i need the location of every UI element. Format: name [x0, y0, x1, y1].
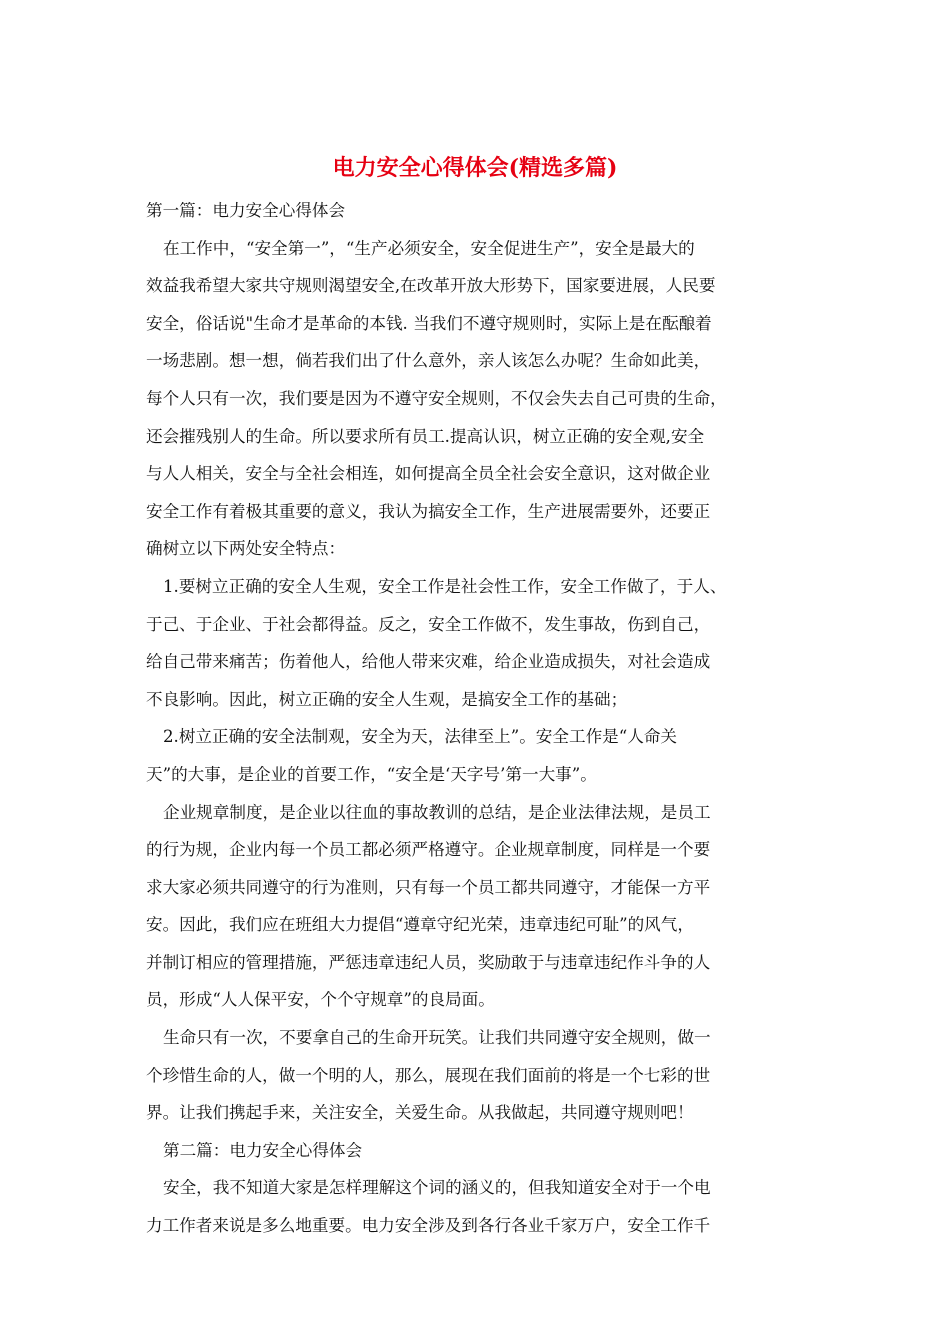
document-title: 电力安全心得体会(精选多篇) — [332, 155, 618, 181]
text-line: 安全，我不知道大家是怎样理解这个词的涵义的，但我知道安全对于一个电 — [163, 1178, 711, 1198]
document-body — [146, 192, 806, 1245]
text-line: 第一篇：电力安全心得体会 — [146, 201, 346, 220]
text-line: 界。让我们携起手来，关注安全，关爱生命。从我做起，共同遵守规则吧！ — [146, 1103, 694, 1123]
text-line: 与人人相关，安全与全社会相连，如何提高全员全社会安全意识，这对做企业 — [146, 464, 711, 484]
text-line: 2.树立正确的安全法制观，安全为天，法律至上”。安全工作是“人命关 — [163, 727, 678, 747]
text-line: 给自己带来痛苦；伤着他人，给他人带来灾难，给企业造成损失，对社会造成 — [146, 652, 711, 672]
text-line: 个珍惜生命的人，做一个明的人，那么，展现在我们面前的将是一个七彩的世 — [146, 1065, 711, 1085]
text-line: 生命只有一次，不要拿自己的生命开玩笑。让我们共同遵守安全规则，做一 — [163, 1028, 711, 1048]
text-line: 还会摧残别人的生命。所以要求所有员工.提高认识，树立正确的安全观,安全 — [146, 426, 705, 446]
text-line: 一场悲剧。想一想，倘若我们出了什么意外，亲人该怎么办呢？生命如此美， — [146, 351, 711, 371]
text-line: 在工作中，“安全第一”，“生产必须安全，安全促进生产”，安全是最大的 — [163, 238, 695, 258]
text-line: 天”的大事，是企业的首要工作，“安全是‘天字号’第一大事”。 — [146, 764, 597, 784]
text-line: 1.要树立正确的安全人生观，安全工作是社会性工作，安全工作做了，于人、 — [163, 576, 727, 596]
text-line: 于己、于企业、于社会都得益。反之，安全工作做不，发生事故，伤到自己， — [146, 614, 711, 634]
text-line: 的行为规，企业内每一个员工都必须严格遵守。企业规章制度，同样是一个要 — [146, 840, 711, 860]
text-line: 求大家必须共同遵守的行为准则，只有每一个员工都共同遵守，才能保一方平 — [146, 877, 711, 897]
text-line: 效益我希望大家共守规则渴望安全,在改革开放大形势下，国家要进展，人民要 — [146, 276, 716, 296]
text-line: 第二篇：电力安全心得体会 — [163, 1140, 363, 1160]
text-line: 力工作者来说是多么地重要。电力安全涉及到各行各业千家万户，安全工作千 — [146, 1216, 711, 1236]
text-line: 员，形成“人人保平安，个个守规章”的良局面。 — [146, 990, 495, 1010]
text-line: 并制订相应的管理措施，严惩违章违纪人员，奖励敢于与违章违纪作斗争的人 — [146, 952, 711, 972]
text-line: 安全工作有着极其重要的意义，我认为搞安全工作，生产进展需要外，还要正 — [146, 501, 711, 521]
text-line: 确树立以下两处安全特点： — [146, 539, 346, 559]
text-line: 企业规章制度，是企业以往血的事故教训的总结，是企业法律法规，是员工 — [163, 802, 711, 822]
text-line: 每个人只有一次，我们要是因为不遵守安全规则，不仅会失去自己可贵的生命， — [146, 388, 727, 408]
text-line: 安全，俗话说"生命才是革命的本钱. 当我们不遵守规则时，实际上是在酝酿着 — [146, 313, 712, 333]
text-line: 安。因此，我们应在班组大力提倡“遵章守纪光荣，违章违纪可耻”的风气， — [146, 915, 694, 935]
text-line: 不良影响。因此，树立正确的安全人生观，是搞安全工作的基础； — [146, 689, 628, 709]
